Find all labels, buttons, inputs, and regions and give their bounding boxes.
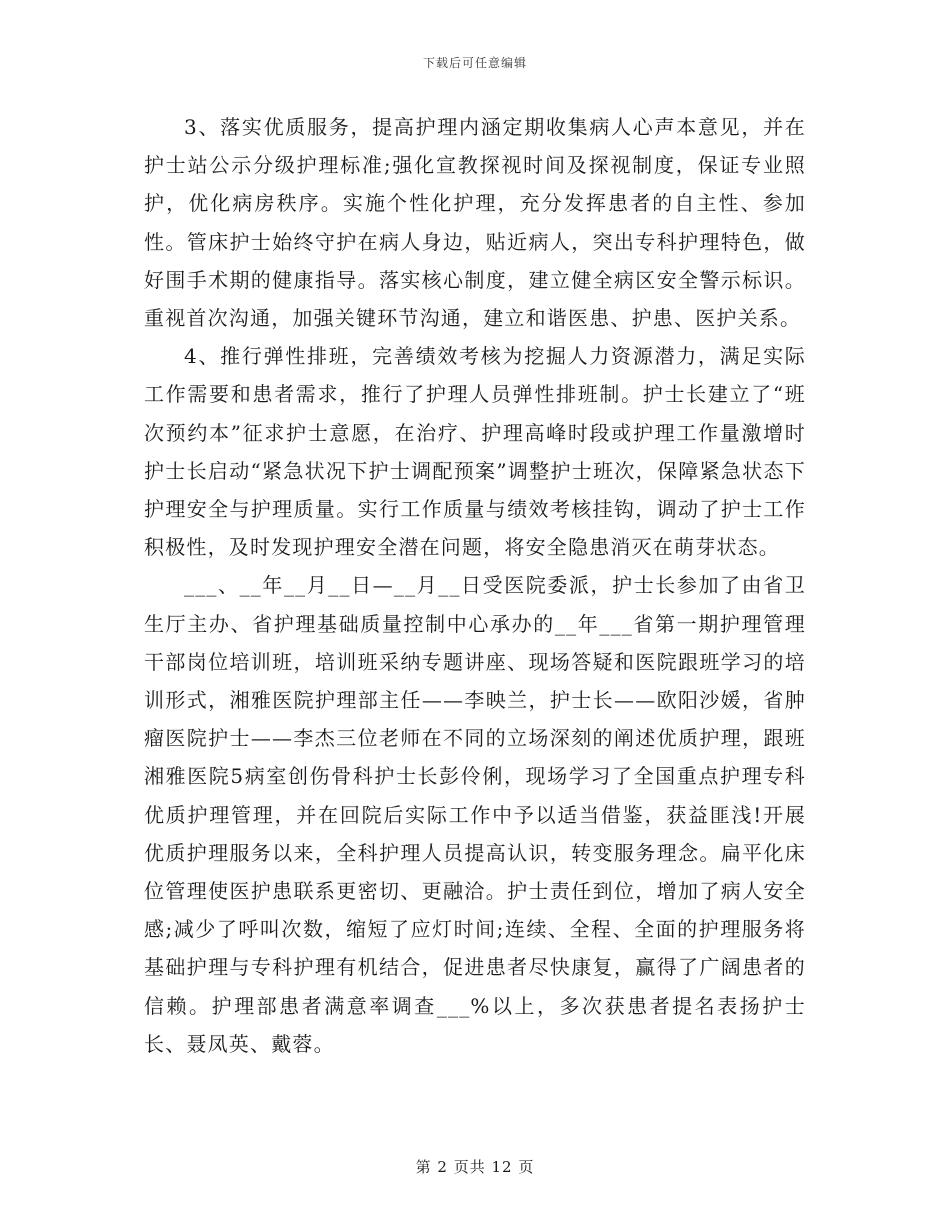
paragraph-training: ___、__年__月__日—__月__日受医院委派，护士长参加了由省卫生厅主办、省护理基础质量控制中心承办的__年___省第一期护理管理干部岗位培训班，培训班采纳专题讲座、现场答疑和医院跟班学习的培训形式，湘雅医院护理部主任——李映兰，护士长——欧阳沙媛，省肿瘤医院护士——李杰三位老师在不同的立场深刻的阐述优质护理，跟班湘雅医院5病室创伤骨科护士长彭伶俐，现场学习了全国重点护理专科优质护理管理，并在回院后实际工作中予以适当借鉴，获益匪浅!开展优质护理服务以来，全科护理人员提高认识，转变服务理念。扁平化床位管理使医护患联系更密切、更融洽。护士责任到位，增加了病人安全感;减少了呼叫次数，缩短了应灯时间;连续、全程、全面的护理服务将基础护理与专科护理有机结合，促进患者尽快康复，赢得了广阔患者的信赖。护理部患者满意率调查___%以上，多次获患者提名表扬护士长、聂凤英、戴蓉。 [144,573,806,1056]
page-number-footer: 第 2 页共 12 页 [415,1158,535,1176]
paragraph-item-3: 3、落实优质服务，提高护理内涵定期收集病人心声本意见，并在护士站公示分级护理标准;强化宣教探视时间及探视制度，保证专业照护，优化病房秩序。实施个性化护理，充分发挥患者的自主性、参加性。管床护士始终守护在病人身边，贴近病人，突出专科护理特色，做好围手术期的健康指导。落实核心制度，建立健全病区安全警示标识。重视首次沟通，加强关键环节沟通，建立和谐医患、护患、医护关系。 [144,115,806,331]
paragraph-item-4: 4、推行弹性排班，完善绩效考核为挖掘人力资源潜力，满足实际工作需要和患者需求，推行了护理人员弹性排班制。护士长建立了“班次预约本”征求护士意愿，在治疗、护理高峰时段或护理工作量激增时护士长启动“紧急状况下护士调配预案”调整护士班次，保障紧急状态下护理安全与护理质量。实行工作质量与绩效考核挂钩，调动了护士工作积极性，及时发现护理安全潜在问题，将安全隐患消灭在萌芽状态。 [144,344,806,560]
document-body [144,108,806,1063]
page-header: 下载后可任意编辑 [422,56,527,70]
